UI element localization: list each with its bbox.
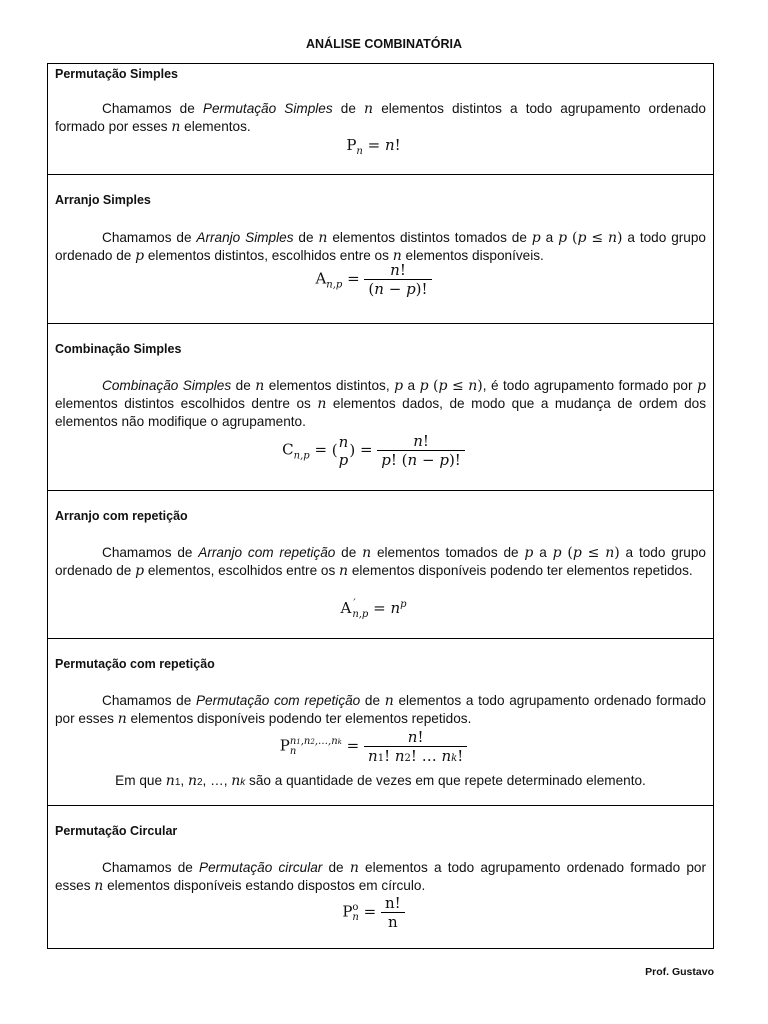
formula: P o n = $\frac{n!}{n}$ [48, 894, 699, 931]
footer-author: Prof. Gustavo [645, 966, 714, 978]
page-title: ANÁLISE COMBINATÓRIA [305, 37, 462, 51]
section-combinacao-simples [48, 323, 713, 490]
formula: $P_n = n$! [346, 136, 401, 157]
section-heading: Combinação Simples [55, 342, 182, 356]
section-permutacao-circular [48, 805, 713, 948]
formula: $A_{n,p}$ = $\frac{n!}{(n - p)!}$ [48, 261, 699, 298]
formula: P n1,n2,…,nk n = $\frac{n!}{n1! n2! \dots nk!}$ [48, 728, 699, 765]
section-paragraph: Combinação Simples de n elementos distintos, p a p (p ≤ n), é todo agrupamento formado por p elementos distintos escolhidos dentre os n elementos dados, de modo que a mudança de ordem dos elementos não modifique o agrupamento. [55, 378, 706, 429]
section-heading: Arranjo Simples [55, 193, 151, 207]
formula-note: Em que n1, n2, …, nk são a quantidade de vezes em que repete determinado elemento. [115, 773, 646, 789]
section-paragraph: Chamamos de Permutação Simples de n elementos distintos a todo agrupamento ordenado formado por esses n elementos. [55, 101, 706, 135]
formula: $A^´_{n,p} = n^p$ [340, 599, 407, 620]
section-heading: Permutação Simples [55, 67, 178, 81]
section-heading: Permutação com repetição [55, 657, 215, 671]
section-paragraph: Chamamos de Arranjo Simples de n elementos distintos tomados de p a p (p ≤ n) a todo grupo ordenado de p elementos distintos, escolhidos entre os n elementos disponíveis. [55, 230, 706, 264]
section-heading: Permutação Circular [55, 824, 178, 838]
section-arranjo-repeticao [48, 490, 713, 638]
section-heading: Arranjo com repetição [55, 509, 188, 523]
section-permutacao-repeticao [48, 638, 713, 805]
section-paragraph: Chamamos de Permutação circular de n elementos a todo agrupamento ordenado formado por esses n elementos disponíveis estando dispostos em círculo. [55, 860, 706, 894]
section-paragraph: Chamamos de Permutação com repetição de n elementos a todo agrupamento ordenado formado por esses n elementos disponíveis podendo ter elementos repetidos. [55, 693, 706, 727]
content-box [47, 63, 714, 949]
section-paragraph: Chamamos de Arranjo com repetição de n elementos tomados de p a p (p ≤ n) a todo grupo ordenado de p elementos, escolhidos entre os n elementos disponíveis podendo ter elementos repetidos. [55, 545, 706, 579]
formula: $C_{n,p}$ = ( n p ) = $\frac{n!}{p! (n - p)!}$ [48, 432, 699, 469]
section-permutacao-simples [48, 64, 713, 174]
section-arranjo-simples [48, 174, 713, 323]
